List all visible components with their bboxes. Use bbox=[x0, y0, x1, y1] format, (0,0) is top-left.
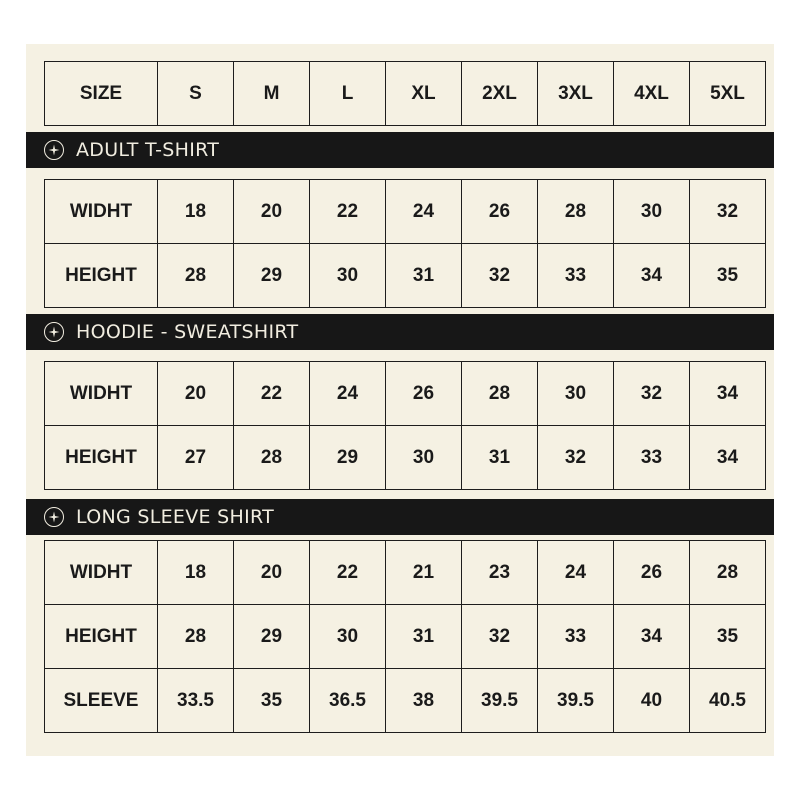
value-cell: 39.5 bbox=[462, 669, 538, 733]
size-header-cell: 5XL bbox=[690, 62, 766, 126]
table-row bbox=[45, 605, 766, 669]
size-header-row bbox=[45, 62, 766, 126]
size-header-cell: L bbox=[310, 62, 386, 126]
value-cell: 33 bbox=[538, 605, 614, 669]
value-cell: 30 bbox=[310, 605, 386, 669]
size-header-cell: M bbox=[234, 62, 310, 126]
section-title: LONG SLEEVE SHIRT bbox=[76, 506, 275, 528]
value-cell: 35 bbox=[690, 605, 766, 669]
section-band-hoodie-sweatshirt bbox=[26, 314, 774, 350]
value-cell: 24 bbox=[386, 180, 462, 244]
value-cell: 29 bbox=[234, 605, 310, 669]
value-cell: 21 bbox=[386, 541, 462, 605]
value-cell: 22 bbox=[310, 180, 386, 244]
value-cell: 40 bbox=[614, 669, 690, 733]
value-cell: 31 bbox=[386, 605, 462, 669]
value-cell: 20 bbox=[234, 541, 310, 605]
value-cell: 34 bbox=[614, 605, 690, 669]
value-cell: 34 bbox=[690, 362, 766, 426]
section-band-long-sleeve-shirt bbox=[26, 499, 774, 535]
value-cell: 28 bbox=[158, 605, 234, 669]
row-label: WIDHT bbox=[45, 180, 158, 244]
value-cell: 38 bbox=[386, 669, 462, 733]
value-cell: 35 bbox=[690, 244, 766, 308]
row-label: HEIGHT bbox=[45, 244, 158, 308]
value-cell: 29 bbox=[234, 244, 310, 308]
value-cell: 33 bbox=[538, 244, 614, 308]
section-title: ADULT T-SHIRT bbox=[76, 139, 220, 161]
size-header-cell: S bbox=[158, 62, 234, 126]
size-header-cell: 3XL bbox=[538, 62, 614, 126]
value-cell: 32 bbox=[462, 605, 538, 669]
value-cell: 36.5 bbox=[310, 669, 386, 733]
value-cell: 33.5 bbox=[158, 669, 234, 733]
section-band-adult-tshirt bbox=[26, 132, 774, 168]
sparkle-icon bbox=[44, 140, 64, 160]
value-cell: 20 bbox=[234, 180, 310, 244]
value-cell: 32 bbox=[538, 426, 614, 490]
section-title: HOODIE - SWEATSHIRT bbox=[76, 321, 299, 343]
row-label: HEIGHT bbox=[45, 426, 158, 490]
value-cell: 31 bbox=[386, 244, 462, 308]
value-cell: 34 bbox=[614, 244, 690, 308]
table-row bbox=[45, 180, 766, 244]
value-cell: 26 bbox=[614, 541, 690, 605]
value-cell: 23 bbox=[462, 541, 538, 605]
table-row bbox=[45, 541, 766, 605]
value-cell: 28 bbox=[538, 180, 614, 244]
value-cell: 32 bbox=[462, 244, 538, 308]
hoodie-sweatshirt-table bbox=[44, 361, 766, 490]
sparkle-icon bbox=[44, 322, 64, 342]
size-header-cell: XL bbox=[386, 62, 462, 126]
value-cell: 22 bbox=[310, 541, 386, 605]
table-row bbox=[45, 669, 766, 733]
value-cell: 32 bbox=[690, 180, 766, 244]
size-header-table bbox=[44, 61, 766, 126]
value-cell: 28 bbox=[158, 244, 234, 308]
value-cell: 39.5 bbox=[538, 669, 614, 733]
value-cell: 18 bbox=[158, 180, 234, 244]
adult-tshirt-table bbox=[44, 179, 766, 308]
value-cell: 34 bbox=[690, 426, 766, 490]
value-cell: 35 bbox=[234, 669, 310, 733]
size-header-cell: 4XL bbox=[614, 62, 690, 126]
table-row bbox=[45, 244, 766, 308]
value-cell: 30 bbox=[386, 426, 462, 490]
value-cell: 28 bbox=[234, 426, 310, 490]
value-cell: 26 bbox=[462, 180, 538, 244]
row-label: HEIGHT bbox=[45, 605, 158, 669]
row-label: WIDHT bbox=[45, 362, 158, 426]
value-cell: 32 bbox=[614, 362, 690, 426]
value-cell: 30 bbox=[538, 362, 614, 426]
value-cell: 27 bbox=[158, 426, 234, 490]
value-cell: 30 bbox=[310, 244, 386, 308]
table-row bbox=[45, 362, 766, 426]
table-row bbox=[45, 426, 766, 490]
value-cell: 26 bbox=[386, 362, 462, 426]
value-cell: 24 bbox=[310, 362, 386, 426]
value-cell: 40.5 bbox=[690, 669, 766, 733]
row-label: SLEEVE bbox=[45, 669, 158, 733]
long-sleeve-shirt-table bbox=[44, 540, 766, 733]
value-cell: 28 bbox=[462, 362, 538, 426]
value-cell: 18 bbox=[158, 541, 234, 605]
value-cell: 20 bbox=[158, 362, 234, 426]
value-cell: 29 bbox=[310, 426, 386, 490]
size-header-cell: 2XL bbox=[462, 62, 538, 126]
size-header-label: SIZE bbox=[45, 62, 158, 126]
sparkle-icon bbox=[44, 507, 64, 527]
value-cell: 22 bbox=[234, 362, 310, 426]
value-cell: 33 bbox=[614, 426, 690, 490]
value-cell: 28 bbox=[690, 541, 766, 605]
row-label: WIDHT bbox=[45, 541, 158, 605]
value-cell: 30 bbox=[614, 180, 690, 244]
value-cell: 24 bbox=[538, 541, 614, 605]
value-cell: 31 bbox=[462, 426, 538, 490]
